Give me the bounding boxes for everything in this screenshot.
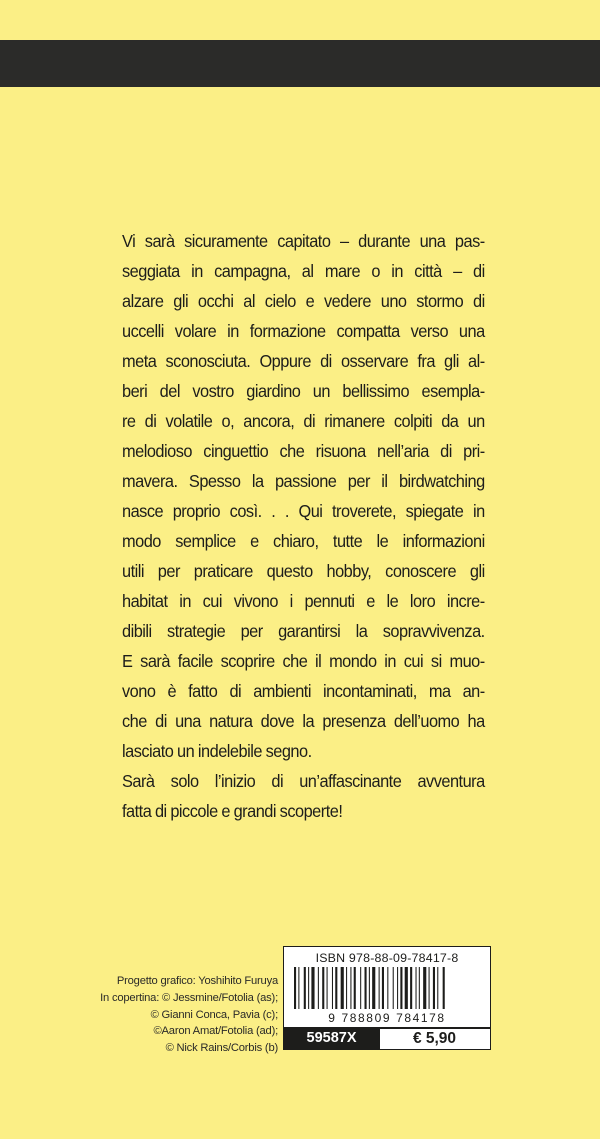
blurb-line: meta sconosciuta. Oppure di osservare fra gli al- [122, 351, 485, 371]
blurb-line: utili per praticare questo hobby, conoscere gli [122, 561, 485, 581]
barcode-bar [443, 967, 445, 1009]
blurb-line: modo semplice e chiaro, tutte le informazioni [122, 531, 485, 551]
barcode-bar [416, 967, 417, 1009]
barcode-bar [369, 967, 370, 1009]
barcode-bar [410, 967, 412, 1009]
barcode [292, 967, 482, 1009]
barcode-bar [379, 967, 380, 1009]
barcode-bar [400, 967, 402, 1009]
barcode-bar [308, 967, 309, 1009]
isbn-label: ISBN 978-88-09-78417-8 [315, 951, 459, 965]
back-cover-blurb [122, 226, 485, 826]
blurb-line: fatta di piccole e grandi scoperte! [122, 801, 343, 821]
blurb-line: uccelli volare in formazione compatta verso una [122, 321, 485, 341]
barcode-bar [327, 967, 328, 1009]
blurb-line: beri del vostro giardino un bellissimo esempla- [122, 381, 485, 401]
barcode-bar [360, 967, 361, 1009]
top-dark-band [0, 40, 600, 87]
credit-line: © Gianni Conca, Pavia (c); [150, 1008, 278, 1021]
barcode-digits: 9 788809 784178 [328, 1011, 446, 1025]
barcode-bar [365, 967, 367, 1009]
barcode-bar [294, 967, 296, 1009]
blurb-line: melodioso cinguettio che risuona nell’aria di pri- [122, 441, 485, 461]
blurb-line: che di una natura dove la presenza dell’uomo ha [122, 711, 485, 731]
barcode-bar [354, 967, 356, 1009]
blurb-line: E sarà facile scoprire che il mondo in cui si muo- [122, 651, 485, 671]
barcode-bar [387, 967, 388, 1009]
credit-line: ©Aaron Amat/Fotolia (ad); [153, 1025, 278, 1038]
image-credits [93, 973, 278, 1057]
credit-line: © Nick Rains/Corbis (b) [165, 1042, 278, 1055]
barcode-bar [429, 967, 430, 1009]
barcode-bar [311, 967, 314, 1009]
barcode-bar [393, 967, 394, 1009]
blurb-line: Vi sarà sicuramente capitato – durante una pas- [122, 231, 485, 251]
barcode-bar [332, 967, 333, 1009]
barcode-bar [382, 967, 384, 1009]
blurb-line: alzare gli occhi al cielo e vedere uno stormo di [122, 291, 485, 311]
blurb-line: nasce proprio così. . . Qui troverete, spiegate in [122, 501, 485, 521]
blurb-line: lasciato un indelebile segno. [122, 741, 312, 761]
barcode-bar [304, 967, 306, 1009]
barcode-bar [419, 967, 420, 1009]
blurb-line: mavera. Spesso la passione per il birdwatching [122, 471, 485, 491]
blurb-line: habitat in cui vivono i pennuti e le loro incre- [122, 591, 485, 611]
barcode-bar [423, 967, 426, 1009]
barcode-bar [372, 967, 375, 1009]
credit-line: In copertina: © Jessmine/Fotolia (as); [100, 991, 278, 1004]
barcode-bar [335, 967, 337, 1009]
barcode-bar [318, 967, 319, 1009]
barcode-bar [397, 967, 398, 1009]
barcode-bar [298, 967, 299, 1009]
barcode-bar [346, 967, 347, 1009]
barcode-bar [350, 967, 351, 1009]
blurb-line: dibili strategie per garantirsi la sopravvivenza. [122, 621, 485, 641]
price: € 5,90 [379, 1028, 489, 1049]
barcode-bar [405, 967, 408, 1009]
barcode-bar [322, 967, 324, 1009]
blurb-line: re di volatile o, ancora, di rimanere colpiti da un [122, 411, 485, 431]
blurb-line: Sarà solo l’inizio di un’affascinante avventura [122, 771, 485, 791]
barcode-bar [437, 967, 438, 1009]
product-code: 59587X [284, 1028, 379, 1049]
barcode-bar [433, 967, 435, 1009]
credit-line: Progetto grafico: Yoshihito Furuya [116, 975, 278, 987]
isbn-barcode-box [283, 946, 491, 1050]
blurb-line: seggiata in campagna, al mare o in città – di [122, 261, 485, 281]
blurb-line: vono è fatto di ambienti incontaminati, ma an- [122, 681, 485, 701]
barcode-bar [341, 967, 344, 1009]
